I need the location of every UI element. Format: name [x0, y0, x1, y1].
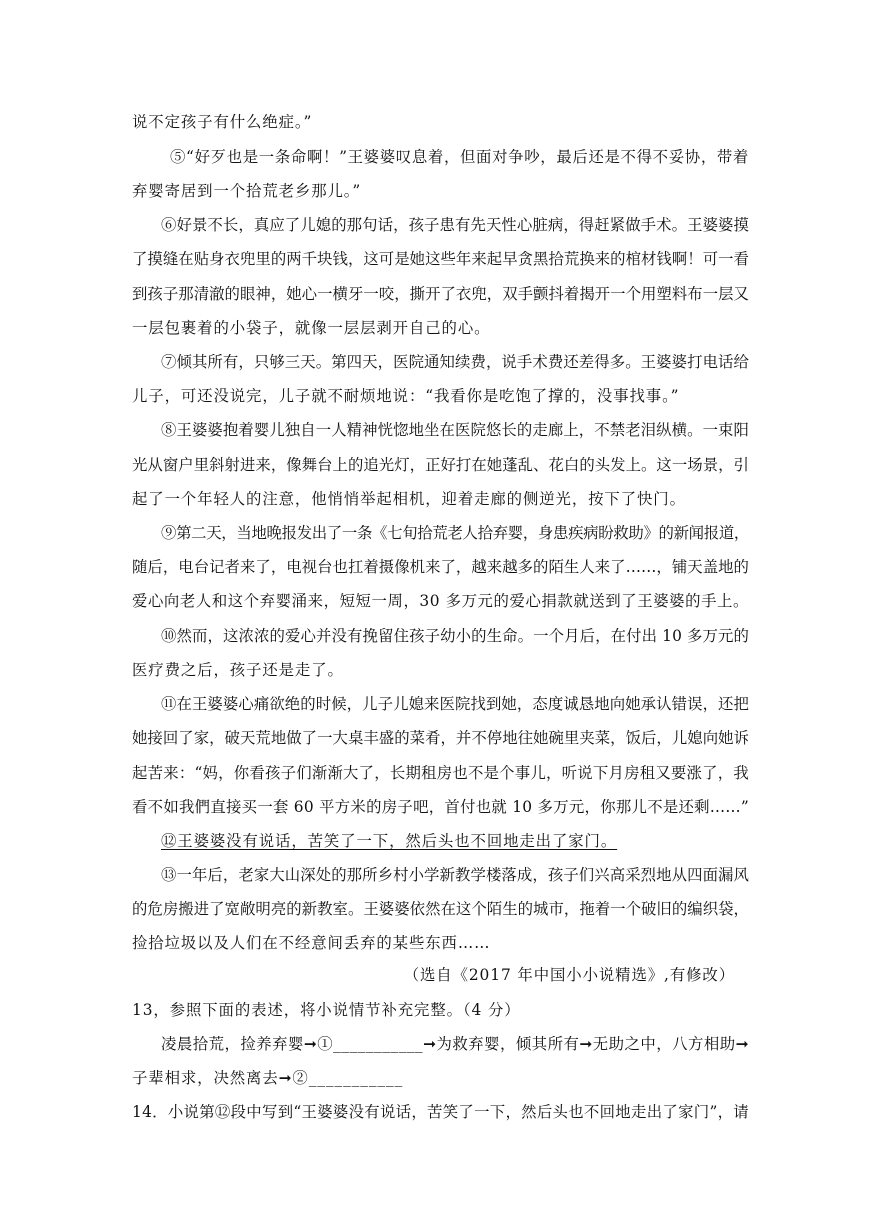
passage-line: 随后，电台记者来了，电视台也扛着摄像机来了，越来越多的陌生人来了……，铺天盖地的: [132, 558, 749, 576]
passage-line: 看不如我們直接买一套 60 平方米的房子吧，首付也就 10 多万元，你那儿不是还剩......”: [132, 798, 749, 816]
passage-line: 医疗费之后，孩子还是走了。: [132, 661, 344, 679]
question-13-stem: 13，参照下面的表述，将小说情节补充完整。（4 分）: [132, 1001, 521, 1019]
passage-line: ⑤“好歹也是一条命啊！”王婆婆叹息着，但面对争吵，最后还是不得不妥协，带着: [170, 148, 749, 166]
passage-line: 到孩子那清澈的眼神，她心一横牙一咬，撕开了衣兜，双手颤抖着揭开一个用塑料布一层又: [132, 285, 749, 303]
passage-line: 一层包裹着的小袋子，就像一层层剥开自己的心。: [132, 319, 491, 337]
passage-line: ⑨第二天，当地晚报发出了一条《七旬拾荒老人拾弃婴，身患疾病盼救助》的新闻报道，: [161, 524, 749, 542]
underlined-sentence: ⑫王婆婆没有说话，苦笑了一下，然后头也不回地走出了家门。: [161, 832, 618, 850]
passage-line: 起苦来：“妈，你看孩子们渐渐大了，长期租房也不是个事儿，听说下月房租又要涨了，我: [132, 764, 749, 782]
passage-line: 起了一个年轻人的注意，他悄悄举起相机，迎着走廊的侧逆光，按下了快门。: [132, 490, 686, 508]
passage-line: 光从窗户里斜射进来，像舞台上的追光灯，正好打在她蓬乱、花白的头发上。这一场景，引: [132, 456, 749, 474]
passage-line: ⑦倾其所有，只够三天。第四天，医院通知续费，说手术费还差得多。王婆婆打电话给: [161, 353, 749, 371]
passage-line: 爱心向老人和这个弃婴涌来，短短一周，30 多万元的爱心捐款就送到了王婆婆的手上。: [132, 592, 749, 610]
passage-line: ⑥好景不长，真应了儿媳的那句话，孩子患有先天性心脏病，得赶紧做手术。王婆婆摸: [161, 216, 749, 234]
passage-line: ⑩然而，这浓浓的爱心并没有挽留住孩子幼小的生命。一个月后，在付出 10 多万元的: [161, 627, 749, 645]
question-13-line: 子辈相求，决然离去➞②___________: [132, 1069, 404, 1087]
passage-line: 捡拾垃圾以及人们在不经意间丢弃的某些东西……: [132, 934, 491, 952]
question-14-stem: 14．小说第⑫段中写到“王婆婆没有说话，苦笑了一下，然后头也不回地走出了家门”，请: [132, 1103, 749, 1121]
passage-line: 弃婴寄居到一个拾荒老乡那儿。”: [132, 182, 362, 200]
passage-line: ⑬一年后，老家大山深处的那所乡村小学新教学楼落成，孩子们兴高采烈地从四面漏风: [161, 866, 749, 884]
passage-line: ⑪在王婆婆心痛欲绝的时候，儿子儿媳来医院找到她，态度诚恳地向她承认错误，还把: [161, 695, 749, 713]
question-13-line: 凌晨拾荒，捡养弃婴➞①___________➞为救弃婴，倾其所有➞无助之中，八方相助➞: [161, 1035, 749, 1053]
passage-line: 了摸缝在贴身衣兜里的两千块钱，这可是她这些年来起早贪黑拾荒换来的棺材钱啊！可一看: [132, 250, 749, 268]
passage-line: 儿子，可还没说完，儿子就不耐烦地说：“我看你是吃饱了撑的，没事找事。”: [132, 387, 680, 405]
source-citation: （选自《2017 年中国小小说精选》,有修改）: [403, 966, 735, 984]
passage-line: 她接回了家，破天荒地做了一大桌丰盛的菜肴，并不停地往她碗里夹菜，饭后，儿媳向她诉: [132, 729, 749, 747]
passage-line: 说不定孩子有什么绝症。”: [132, 113, 313, 131]
passage-line: 的危房搬进了宽敞明亮的新教室。王婆婆依然在这个陌生的城市，拖着一个破旧的编织袋，: [132, 900, 749, 918]
passage-line: ⑧王婆婆抱着婴儿独自一人精神恍惚地坐在医院悠长的走廊上，不禁老泪纵横。一束阳: [161, 421, 749, 439]
